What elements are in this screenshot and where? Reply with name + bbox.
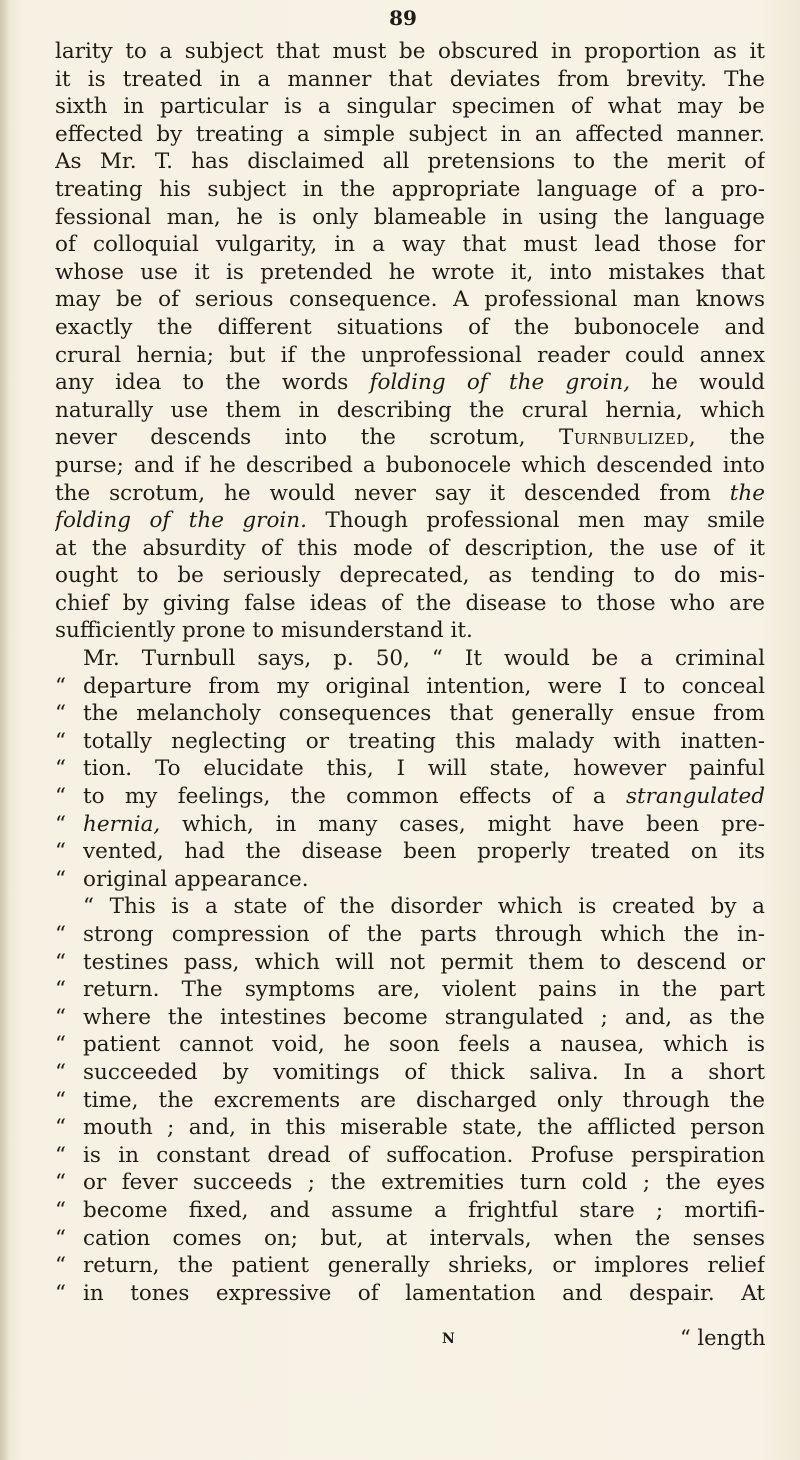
quote-mark: “ xyxy=(55,922,66,947)
line-text: ought to be seriously deprecated, as tending to do mis- xyxy=(55,563,765,589)
line-text: the xyxy=(696,425,765,451)
text-line xyxy=(55,176,765,204)
line-text: departure from my original intention, were I to conceal xyxy=(83,673,765,699)
quote-mark: “ xyxy=(55,811,66,837)
line-text: naturally use them in describing the crural hernia, which xyxy=(55,397,765,423)
text-line xyxy=(55,1004,765,1032)
line-text: of colloquial vulgarity, in a way that must lead those for xyxy=(55,232,765,258)
text-line xyxy=(55,811,765,839)
text-line xyxy=(55,1142,765,1170)
line-text: which, in many cases, might have been pre- xyxy=(160,811,765,837)
quote-mark: “ xyxy=(55,673,66,699)
line-text: return. The symptoms are, violent pains in the part xyxy=(83,977,765,1003)
quote-mark: “ xyxy=(55,1253,66,1279)
text-line xyxy=(55,314,765,342)
text-line xyxy=(55,424,765,452)
text-line xyxy=(55,1197,765,1225)
text-line xyxy=(55,231,765,259)
line-text: vented, had the disease been properly treated on its xyxy=(83,839,765,865)
italic-text: hernia, xyxy=(83,811,161,837)
quote-mark: “ xyxy=(55,839,66,865)
text-line xyxy=(55,1252,765,1280)
quote-mark: “ xyxy=(55,701,66,727)
text-line xyxy=(55,480,765,508)
quote-mark: “ xyxy=(55,1197,66,1223)
text-line xyxy=(55,259,765,287)
text-line xyxy=(55,121,765,149)
quote-mark: “ xyxy=(55,977,66,1003)
line-text: or fever succeeds ; the extremities turn cold ; the eyes xyxy=(83,1170,765,1196)
line-text: where the intestines become strangulated ; and, as the xyxy=(83,1004,765,1030)
line-text: sixth in particular is a singular specimen of what may be xyxy=(55,94,765,120)
italic-text: strangulated xyxy=(625,784,765,810)
text-line xyxy=(55,838,765,866)
text-line xyxy=(55,93,765,121)
line-text: fessional man, he is only blameable in using the language xyxy=(55,204,765,230)
text-line xyxy=(55,66,765,94)
body-text xyxy=(55,38,765,1307)
line-text: totally neglecting or treating this malady with inatten- xyxy=(83,728,765,754)
quote-mark: “ xyxy=(55,866,66,892)
text-line xyxy=(55,617,765,645)
text-line xyxy=(55,38,765,66)
text-line xyxy=(55,452,765,480)
text-line xyxy=(55,921,765,949)
text-line xyxy=(55,893,765,921)
text-line xyxy=(55,1087,765,1115)
line-text: effected by treating a simple subject in an affected manner. xyxy=(55,121,765,147)
line-text: “ This is a state of the disorder which is created by a xyxy=(83,894,765,920)
small-caps-text: Turnbulized, xyxy=(559,425,697,451)
italic-text: folding of the groin, xyxy=(369,370,631,396)
quote-mark: “ xyxy=(55,1004,66,1030)
quote-mark: “ xyxy=(55,1087,66,1113)
line-text: is in constant dread of suffocation. Profuse perspiration xyxy=(83,1142,765,1168)
line-text: whose use it is pretended he wrote it, into mistakes that xyxy=(55,259,765,285)
text-line xyxy=(55,728,765,756)
line-text: Mr. Turnbull says, p. 50, “ It would be a criminal xyxy=(83,646,765,672)
quote-mark: “ xyxy=(55,1225,66,1251)
line-text: mouth ; and, in this miserable state, the afflicted person xyxy=(83,1115,765,1141)
line-text: the scrotum, he would never say it descended from xyxy=(55,480,730,506)
line-text: become fixed, and assume a frightful stare ; mortifi- xyxy=(83,1197,765,1223)
line-text: may be of serious consequence. A professional man knows xyxy=(55,287,765,313)
text-line xyxy=(55,1225,765,1253)
text-line xyxy=(55,1031,765,1059)
signature-mark: N xyxy=(442,1331,455,1347)
line-text: cation comes on; but, at intervals, when the senses xyxy=(83,1225,765,1251)
line-text: any idea to the words xyxy=(55,370,370,396)
line-text: purse; and if he described a bubonocele which descended into xyxy=(55,452,765,478)
line-text: at the absurdity of this mode of description, the use of it xyxy=(55,535,765,561)
line-text: Though professional men may smile xyxy=(306,508,765,534)
line-text: exactly the different situations of the bubonocele and xyxy=(55,314,765,340)
line-text: it is treated in a manner that deviates from brevity. The xyxy=(55,66,765,92)
italic-text: folding of the groin. xyxy=(55,508,307,534)
line-text: chief by giving false ideas of the disease to those who are xyxy=(55,590,765,616)
text-line xyxy=(55,590,765,618)
text-line xyxy=(55,397,765,425)
text-line xyxy=(55,369,765,397)
line-text: treating his subject in the appropriate language of a pro- xyxy=(55,176,765,202)
line-text: patient cannot void, he soon feels a nausea, which is xyxy=(83,1032,765,1058)
quote-mark: “ xyxy=(55,728,66,754)
italic-text: the xyxy=(729,480,765,506)
text-line xyxy=(55,1059,765,1087)
text-line xyxy=(55,535,765,563)
text-line xyxy=(55,507,765,535)
quote-mark: “ xyxy=(55,756,66,782)
line-text: As Mr. T. has disclaimed all pretensions to the merit of xyxy=(55,149,765,175)
quote-mark: “ xyxy=(55,784,66,810)
text-line xyxy=(55,866,765,894)
line-text: crural hernia; but if the unprofessional reader could annex xyxy=(55,342,765,368)
catchword: “ length xyxy=(680,1326,766,1350)
text-line xyxy=(55,562,765,590)
text-line xyxy=(55,342,765,370)
quote-mark: “ xyxy=(55,1115,66,1141)
text-line xyxy=(55,949,765,977)
line-text: strong compression of the parts through which the in- xyxy=(83,922,765,947)
text-line xyxy=(55,204,765,232)
line-text: larity to a subject that must be obscured in proportion as it xyxy=(55,39,765,64)
text-line xyxy=(55,645,765,673)
line-text: in tones expressive of lamentation and despair. At xyxy=(83,1280,765,1306)
text-line xyxy=(55,976,765,1004)
text-line xyxy=(55,1169,765,1197)
quote-mark: “ xyxy=(55,1142,66,1168)
quote-mark: “ xyxy=(55,1280,66,1306)
text-line xyxy=(55,783,765,811)
line-text: testines pass, which will not permit them to descend or xyxy=(83,949,765,975)
text-line xyxy=(55,755,765,783)
line-text: tion. To elucidate this, I will state, however painful xyxy=(83,756,765,782)
quote-mark: “ xyxy=(55,1059,66,1085)
line-text: succeeded by vomitings of thick saliva. In a short xyxy=(83,1059,765,1085)
line-text: never descends into the scrotum, xyxy=(55,425,560,451)
line-text: time, the excrements are discharged only through the xyxy=(83,1087,765,1113)
page-number: 89 xyxy=(389,6,417,30)
text-line xyxy=(55,148,765,176)
text-line xyxy=(55,700,765,728)
quote-mark: “ xyxy=(55,1032,66,1058)
quote-mark: “ xyxy=(55,949,66,975)
text-line xyxy=(55,673,765,701)
line-text: return, the patient generally shrieks, or implores relief xyxy=(83,1253,765,1279)
text-line xyxy=(55,286,765,314)
line-text: the melancholy consequences that generally ensue from xyxy=(83,701,765,727)
gutter-shadow xyxy=(0,0,10,1460)
quote-mark: “ xyxy=(55,1170,66,1196)
line-text: to my feelings, the common effects of a xyxy=(83,784,626,810)
text-line xyxy=(55,1280,765,1308)
line-text: sufficiently prone to misunderstand it. xyxy=(55,618,473,644)
text-line xyxy=(55,1114,765,1142)
line-text: he would xyxy=(630,370,765,396)
line-text: original appearance. xyxy=(83,866,309,892)
